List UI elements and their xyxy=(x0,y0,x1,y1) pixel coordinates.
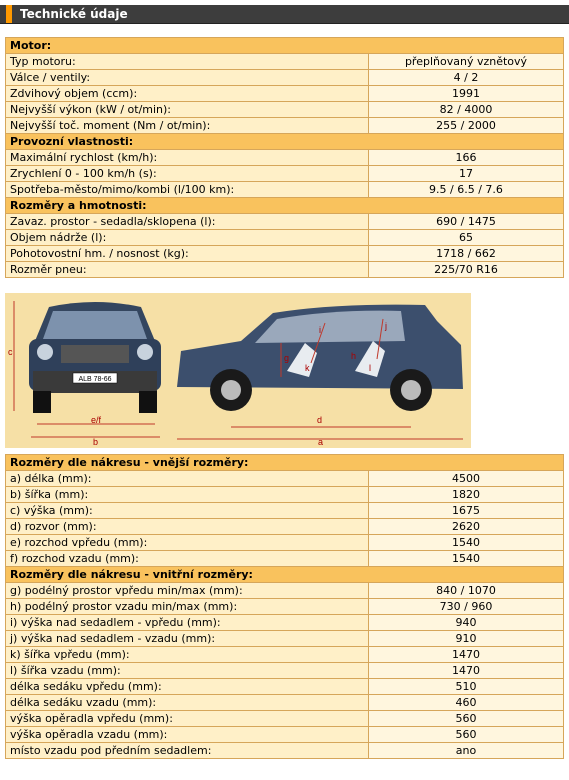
label-j: j xyxy=(385,321,387,331)
spec-label: f) rozchod vzadu (mm): xyxy=(6,551,369,567)
spec-row xyxy=(6,118,564,134)
spec-label: výška opěradla vpředu (mm): xyxy=(6,711,369,727)
spec-row xyxy=(6,631,564,647)
spec-value: 1718 / 662 xyxy=(369,246,564,262)
spec-row xyxy=(6,70,564,86)
spec-value: 4500 xyxy=(369,471,564,487)
header-accent xyxy=(6,5,12,23)
spec-row xyxy=(6,102,564,118)
spec-value: 730 / 960 xyxy=(369,599,564,615)
spec-value: 690 / 1475 xyxy=(369,214,564,230)
spec-row xyxy=(6,727,564,743)
label-i: i xyxy=(319,325,321,335)
spec-value: 225/70 R16 xyxy=(369,262,564,278)
spec-value: 9.5 / 6.5 / 7.6 xyxy=(369,182,564,198)
spec-value: 166 xyxy=(369,150,564,166)
spec-value: ano xyxy=(369,743,564,759)
section-header-row xyxy=(6,567,564,583)
section-header-row xyxy=(6,38,564,54)
spec-value: 17 xyxy=(369,166,564,182)
spec-label: Zrychlení 0 - 100 km/h (s): xyxy=(6,166,369,182)
spec-row xyxy=(6,230,564,246)
spec-label: délka sedáku vpředu (mm): xyxy=(6,679,369,695)
spec-value: 1470 xyxy=(369,663,564,679)
spec-value: 1470 xyxy=(369,647,564,663)
label-a: a xyxy=(318,437,324,447)
spec-row xyxy=(6,663,564,679)
section-title: Rozměry dle nákresu - vnitřní rozměry: xyxy=(6,567,564,583)
spec-label: Typ motoru: xyxy=(6,54,369,70)
spec-value: 255 / 2000 xyxy=(369,118,564,134)
label-l: l xyxy=(369,363,371,373)
spec-row xyxy=(6,246,564,262)
spec-value: 910 xyxy=(369,631,564,647)
spec-value: 65 xyxy=(369,230,564,246)
spec-label: b) šířka (mm): xyxy=(6,487,369,503)
spec-value: 1540 xyxy=(369,551,564,567)
spec-label: j) výška nad sedadlem - vzadu (mm): xyxy=(6,631,369,647)
spec-table-basic xyxy=(5,37,564,278)
spec-label: místo vzadu pod předním sedadlem: xyxy=(6,743,369,759)
spec-value: 82 / 4000 xyxy=(369,102,564,118)
spec-row xyxy=(6,711,564,727)
section-header-row xyxy=(6,455,564,471)
spec-value: 1675 xyxy=(369,503,564,519)
spec-value: 460 xyxy=(369,695,564,711)
section-header-row xyxy=(6,134,564,150)
spec-label: i) výška nad sedadlem - vpředu (mm): xyxy=(6,615,369,631)
spec-row xyxy=(6,583,564,599)
car-side-view xyxy=(177,305,463,411)
spec-row xyxy=(6,599,564,615)
spec-value: přeplňovaný vznětový xyxy=(369,54,564,70)
spec-row xyxy=(6,86,564,102)
label-g: g xyxy=(284,353,290,363)
car-front-view xyxy=(29,302,161,413)
spec-label: k) šířka vpředu (mm): xyxy=(6,647,369,663)
spec-value: 560 xyxy=(369,727,564,743)
header-title: Technické údaje xyxy=(20,7,128,21)
label-h: h xyxy=(351,351,357,361)
license-plate: ALB 78-66 xyxy=(78,376,112,383)
spec-row xyxy=(6,535,564,551)
header-bar xyxy=(0,5,569,24)
spec-label: a) délka (mm): xyxy=(6,471,369,487)
dimension-diagram-svg xyxy=(5,293,471,448)
spec-value: 840 / 1070 xyxy=(369,583,564,599)
spec-row xyxy=(6,743,564,759)
spec-value: 1540 xyxy=(369,535,564,551)
dimension-diagram xyxy=(5,293,471,448)
spec-value: 940 xyxy=(369,615,564,631)
spec-row xyxy=(6,615,564,631)
section-title: Provozní vlastnosti: xyxy=(6,134,564,150)
spec-label: Nejvyšší výkon (kW / ot/min): xyxy=(6,102,369,118)
spec-label: g) podélný prostor vpředu min/max (mm): xyxy=(6,583,369,599)
spec-row xyxy=(6,54,564,70)
spec-label: d) rozvor (mm): xyxy=(6,519,369,535)
spec-label: délka sedáku vzadu (mm): xyxy=(6,695,369,711)
spec-row xyxy=(6,182,564,198)
spec-table-dimensions xyxy=(5,454,564,759)
spec-row xyxy=(6,262,564,278)
spec-row xyxy=(6,647,564,663)
spec-label: Rozměr pneu: xyxy=(6,262,369,278)
label-ef: e/f xyxy=(91,415,102,425)
section-title: Motor: xyxy=(6,38,564,54)
section-title: Rozměry a hmotnosti: xyxy=(6,198,564,214)
spec-label: Maximální rychlost (km/h): xyxy=(6,150,369,166)
spec-row xyxy=(6,487,564,503)
spec-value: 560 xyxy=(369,711,564,727)
spec-label: Zavaz. prostor - sedadla/sklopena (l): xyxy=(6,214,369,230)
spec-row xyxy=(6,679,564,695)
spec-label: Válce / ventily: xyxy=(6,70,369,86)
spec-label: Zdvihový objem (ccm): xyxy=(6,86,369,102)
spec-value: 4 / 2 xyxy=(369,70,564,86)
spec-label: Objem nádrže (l): xyxy=(6,230,369,246)
spec-value: 1820 xyxy=(369,487,564,503)
spec-label: Pohotovostní hm. / nosnost (kg): xyxy=(6,246,369,262)
spec-row xyxy=(6,214,564,230)
label-b: b xyxy=(93,437,99,447)
spec-value: 2620 xyxy=(369,519,564,535)
section-title: Rozměry dle nákresu - vnější rozměry: xyxy=(6,455,564,471)
spec-row xyxy=(6,471,564,487)
label-d: d xyxy=(317,415,323,425)
spec-value: 1991 xyxy=(369,86,564,102)
label-k: k xyxy=(305,363,310,373)
spec-row xyxy=(6,150,564,166)
spec-value: 510 xyxy=(369,679,564,695)
spec-label: výška opěradla vzadu (mm): xyxy=(6,727,369,743)
spec-label: c) výška (mm): xyxy=(6,503,369,519)
label-c: c xyxy=(8,347,13,357)
spec-label: l) šířka vzadu (mm): xyxy=(6,663,369,679)
section-header-row xyxy=(6,198,564,214)
spec-label: h) podélný prostor vzadu min/max (mm): xyxy=(6,599,369,615)
spec-row xyxy=(6,166,564,182)
spec-label: e) rozchod vpředu (mm): xyxy=(6,535,369,551)
section-header xyxy=(0,0,569,25)
spec-row xyxy=(6,695,564,711)
spec-label: Spotřeba-město/mimo/kombi (l/100 km): xyxy=(6,182,369,198)
spec-row xyxy=(6,503,564,519)
spec-row xyxy=(6,519,564,535)
spec-label: Nejvyšší toč. moment (Nm / ot/min): xyxy=(6,118,369,134)
spec-row xyxy=(6,551,564,567)
